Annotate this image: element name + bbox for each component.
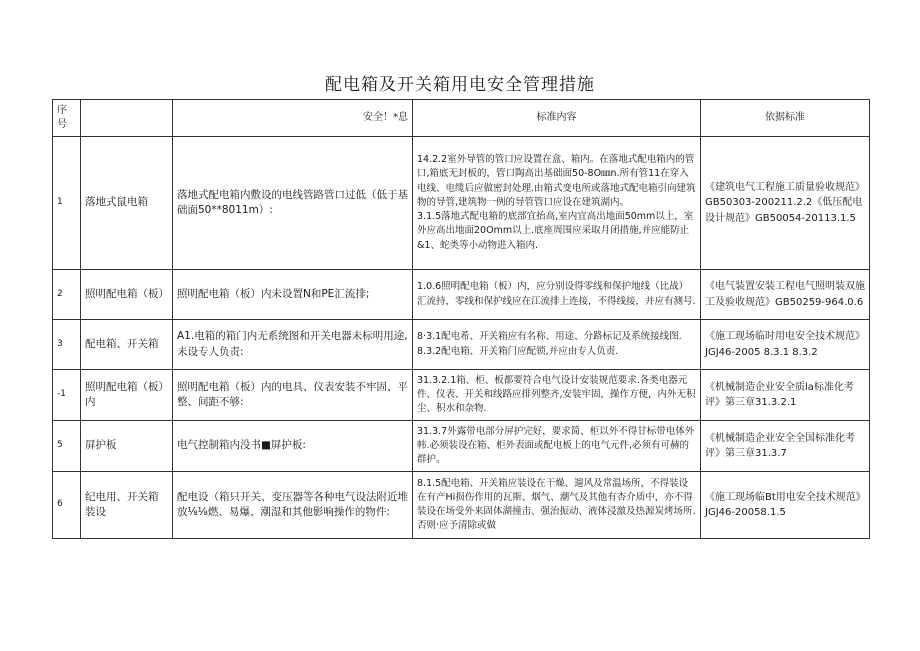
row-basis: 《电气装置安装工程电气照明装双施工及验收规范》GB50259-964.0.6 <box>701 270 870 320</box>
safety-measures-table <box>52 99 870 539</box>
row-basis: 《建筑电气工程施工质量验收规范》GB50303-200211.2.2《低压配电设计规范》GB50054-20113.1.5 <box>701 137 870 270</box>
standard-paragraph: 31.3.2.1箱、柜、板都要符合电气设计安装规范要求.各类电器元件、仪表、开关和线路应排列整齐,安装牢固，操作方便，内外无积尘、积水和杂物. <box>417 374 696 415</box>
table-row <box>53 472 870 539</box>
standard-paragraph: 3.1.5落地式配电箱的底部宜抬高,室内宜高出地面50mm以上，室外应高出地面20Omm以上.底座周围应采取月闭措施,并应能防止&1、蛇类等小动物进入箱内. <box>417 211 694 251</box>
row-seq: 2 <box>53 270 81 320</box>
table-header-row <box>53 100 870 137</box>
row-hazard: 照明配电箱（板）内的电具、仪表安装不牢固、平整、间距不够: <box>173 370 413 421</box>
row-hazard: A1.电箱的箱门内无系统图和开关电器未标明用途,未设专人负责: <box>173 320 413 370</box>
row-seq: 3 <box>53 320 81 370</box>
header-standard: 标准内容 <box>413 100 701 137</box>
standard-paragraph: 1.0.6照明配电箱（板）内，应分别设得零线和保护地线（比战）汇流持，零线和保护线应在江流排上连接，不得线接，并应有测号. <box>417 281 696 307</box>
table-row <box>53 137 870 270</box>
row-seq: 1 <box>53 137 81 270</box>
header-basis: 依据标准 <box>701 100 870 137</box>
row-basis: 《施工现场临Bt用电安全技术规范》JGJ46-20058.1.5 <box>701 472 870 539</box>
row-standard <box>413 270 701 320</box>
header-seq: 序号 <box>53 100 81 137</box>
row-item: 屏护板 <box>81 421 173 472</box>
standard-paragraph: 31.3.7外露带电部分屏护完好，要求简、柜以外不得甘标带电体外帏.必须装设在箱、柜外表面或配电板上的电气元件,必须有可赫的群护。 <box>417 425 695 466</box>
row-item: 照明配电箱（板）内 <box>81 370 173 421</box>
standard-paragraph: 8.1.5配电箱、开关箱应装设在干燥、遛风及常温场所，不得装设在有产Hi损伤作用的瓦斯、烟气、潮气及其他有杏介质中，亦不得装设在场受外来固体湖撞击、强治振动、液体浸激及热源炭烤场所.否则·应予清除或做 <box>417 477 696 532</box>
row-basis: 《机械制造企业安全全国标准化考评》第三章31.3.7 <box>701 421 870 472</box>
row-hazard: 配电设（箱只开关、变压器等各种电气设法附近堆放⅛⅛燃、易爆、潮湿和其他影响操作的物件: <box>173 472 413 539</box>
table-row <box>53 320 870 370</box>
standard-paragraph: 14.2.2室外导管的管口应设置在盒、箱内。在落地式配电箱内的管口,箱底无封板的，管口陶高出基础面50-8O㎜n.所有管11在穿入电线、电缆后应做密封处理.由箱式变电所或落地式配电箱引向建筑物的导管,建筑物一例的导管管口应设在建筑湖内。 <box>417 154 696 208</box>
row-hazard: 照明配电箱（板）内未设置N和PE汇流排; <box>173 270 413 320</box>
standard-paragraph: 8·3.1配电希、开关箱应有名称、用途、分路标记及系统接线图. <box>417 331 682 343</box>
row-hazard: 电气控制箱内没书■屏护板: <box>173 421 413 472</box>
row-hazard: 落地式配电箱内敷设的电线管路管口过低（低于基础面50**8011m）: <box>173 137 413 270</box>
table-row <box>53 370 870 421</box>
row-seq: 5 <box>53 421 81 472</box>
row-standard <box>413 472 701 539</box>
row-standard <box>413 370 701 421</box>
row-item: 配电箱、开关箱 <box>81 320 173 370</box>
row-item: 落地式鼠电箱 <box>81 137 173 270</box>
row-seq: -1 <box>53 370 81 421</box>
header-hazard: 安全！*息 <box>173 100 413 137</box>
row-standard <box>413 421 701 472</box>
standard-paragraph: 8.3.2配电箱、开关箱门应配锁,并应由专人负责. <box>417 345 619 357</box>
row-standard <box>413 320 701 370</box>
row-seq: 6 <box>53 472 81 539</box>
row-basis: 《机械制造企业安全质la标准化考评》第三章31.3.2.1 <box>701 370 870 421</box>
row-item: 纪电用、开关箱装设 <box>81 472 173 539</box>
table-row <box>53 421 870 472</box>
row-basis: 《施工现场临时用电安全技术规范》JGJ46-2005 8.3.1 8.3.2 <box>701 320 870 370</box>
row-standard <box>413 137 701 270</box>
header-item <box>81 100 173 137</box>
table-row <box>53 270 870 320</box>
document-title: 配电箱及开关箱用电安全管理措施 <box>325 75 595 95</box>
row-item: 照明配电箱（板） <box>81 270 173 320</box>
